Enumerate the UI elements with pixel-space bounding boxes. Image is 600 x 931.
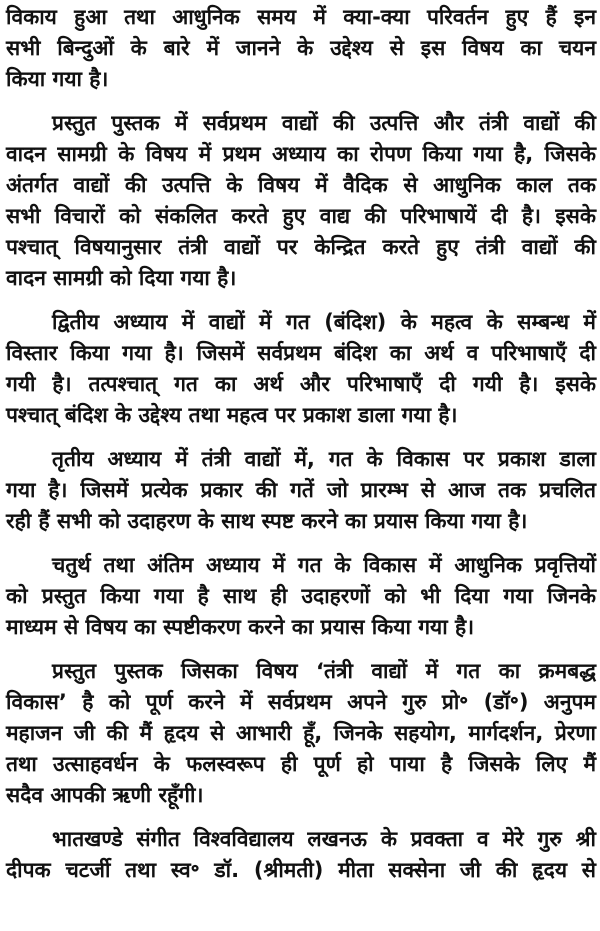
text-line: पश्चात् बंदिश के उद्देश्य तथा महत्व पर प्रकाश डाला गया है।: [6, 403, 458, 427]
text-line: प्रस्तुत पुस्तक में सर्वप्रथम वाद्यों की उत्पत्ति और तंत्री वाद्यों की: [52, 111, 596, 135]
text-line: दीपक चटर्जी तथा स्व॰ डॉ. (श्रीमती) मीता सक्सेना जी की हृदय से: [6, 858, 596, 882]
text-line: भातखण्डे संगीत विश्वविद्यालय लखनऊ के प्रवक्ता व मेरे गुरु श्री: [52, 827, 596, 851]
text-line: विस्तार किया गया है। जिसमें सर्वप्रथम बंदिश का अर्थ व परिभाषाएँ दी: [6, 341, 596, 365]
text-line: रही हैं सभी को उदाहरण के साथ स्पष्ट करने का प्रयास किया गया है।: [6, 509, 528, 533]
paragraph-acknowledgement-guru: [6, 656, 596, 811]
paragraph-chapter-two: [6, 307, 596, 431]
text-line: विकास’ है को पूर्ण करने में सर्वप्रथम अपने गुरु प्रो॰ (डॉ॰) अनुपम: [6, 690, 596, 714]
text-line: गया है। जिसमें प्रत्येक प्रकार की गतें जो प्रारम्भ से आज तक प्रचलित: [6, 478, 596, 502]
text-line: किया गया है।: [6, 67, 109, 91]
text-line: विकाय हुआ तथा आधुनिक समय में क्या-क्या परिवर्तन हुए हैं इन: [6, 5, 596, 29]
text-line: पश्चात् विषयानुसार तंत्री वाद्यों पर केन्द्रित करते हुए तंत्री वाद्यों की: [6, 235, 596, 259]
text-line: द्वितीय अध्याय में वाद्यों में गत (बंदिश) के महत्व के सम्बन्ध में: [52, 310, 596, 334]
text-line: अंतर्गत वाद्यों की उत्पत्ति के विषय में वैदिक से आधुनिक काल तक: [6, 173, 596, 197]
text-line: सदैव आपकी ऋणी रहूँगी।: [6, 783, 204, 807]
paragraph-intro-continuation: [6, 2, 596, 95]
text-line: तथा उत्साहवर्धन के फलस्वरूप ही पूर्ण हो पाया है जिसके लिए मैं: [6, 752, 596, 776]
document-page: [6, 2, 596, 899]
paragraph-chapter-one: [6, 108, 596, 294]
text-line: तृतीय अध्याय में तंत्री वाद्यों में, गत के विकास पर प्रकाश डाला: [52, 447, 596, 471]
text-line: वादन सामग्री को दिया गया है।: [6, 266, 237, 290]
text-line: को प्रस्तुत किया गया है साथ ही उदाहरणों को भी दिया गया जिनके: [6, 584, 596, 608]
paragraph-chapter-three: [6, 444, 596, 537]
text-line: सभी बिन्दुओं के बारे में जानने के उद्देश्य से इस विषय का चयन: [6, 36, 596, 60]
paragraph-chapter-four: [6, 550, 596, 643]
text-line: प्रस्तुत पुस्तक जिसका विषय ‘तंत्री वाद्यों में गत का क्रमबद्ध: [52, 659, 596, 683]
text-line: सभी विचारों को संकलित करते हुए वाद्य की परिभाषायें दी है। इसके: [6, 204, 596, 228]
text-line: माध्यम से विषय का स्पष्टीकरण करने का प्रयास किया गया है।: [6, 615, 475, 639]
text-line: महाजन जी की मैं हृदय से आभारी हूँ, जिनके सहयोग, मार्गदर्शन, प्रेरणा: [6, 721, 596, 745]
paragraph-acknowledgement-university: [6, 824, 596, 886]
text-line: वादन सामग्री के विषय में प्रथम अध्याय का रोपण किया गया है, जिसके: [6, 142, 596, 166]
text-line: गयी है। तत्पश्चात् गत का अर्थ और परिभाषाएँ दी गयी है। इसके: [6, 372, 596, 396]
text-line: चतुर्थ तथा अंतिम अध्याय में गत के विकास में आधुनिक प्रवृत्तियों: [52, 553, 596, 577]
